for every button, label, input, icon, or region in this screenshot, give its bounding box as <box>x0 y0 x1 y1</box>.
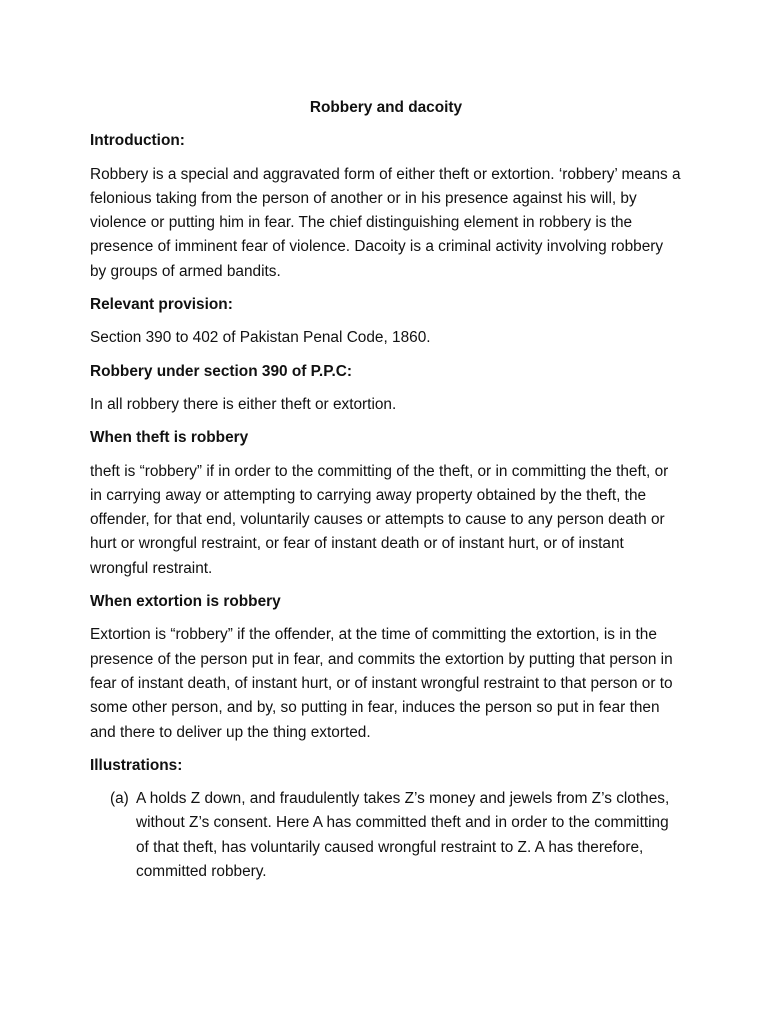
heading-when-extortion-is-robbery: When extortion is robbery <box>90 593 281 611</box>
document-title: Robbery and dacoity <box>309 99 463 116</box>
illustration-item <box>90 787 682 884</box>
document-page <box>90 96 682 884</box>
paragraph-relevant-provision: Section 390 to 402 of Pakistan Penal Code, 1860. <box>90 329 431 347</box>
heading-robbery-under-section-390: Robbery under section 390 of P.P.C: <box>90 362 352 380</box>
paragraph-introduction: Robbery is a special and aggravated form of either theft or extortion. ‘robbery’ means a felonious taking from the person of another or in his presence against his will, by violence or putting him in fear. The chief distinguishing element in robbery is the presence of imminent fear of violence. Dacoity is a criminal activity involving robbery by groups of armed bandits. <box>90 165 681 280</box>
paragraph-robbery-under-section-390: In all robbery there is either theft or extortion. <box>90 395 397 413</box>
paragraph-when-extortion-is-robbery: Extortion is “robbery” if the offender, at the time of committing the extortion, is in the presence of the person put in fear, and commits the extortion by putting that person in fear of instant death, of instant hurt, or of instant wrongful restraint to that person or to some other person, and by, so putting in fear, induces the person so put in fear then and there to deliver up the thing extorted. <box>90 626 673 741</box>
illustration-marker: (a) <box>110 790 129 808</box>
heading-illustrations: Illustrations: <box>90 756 183 774</box>
heading-relevant-provision: Relevant provision: <box>90 296 233 314</box>
heading-introduction: Introduction: <box>90 132 185 150</box>
illustration-text: A holds Z down, and fraudulently takes Z’s money and jewels from Z’s clothes, without Z’s consent. Here A has committed theft and in order to the committing of that theft, has voluntarily caused wrongful restraint to Z. A has therefore, committed robbery. <box>136 790 670 881</box>
paragraph-when-theft-is-robbery: theft is “robbery” if in order to the committing of the theft, or in committing the theft, or in carrying away or attempting to carrying away property obtained by the theft, the offender, for that end, voluntarily causes or attempts to cause to any person death or hurt or wrongful restraint, or fear of instant death or of instant hurt, or of instant wrongful restraint. <box>90 462 669 577</box>
heading-when-theft-is-robbery: When theft is robbery <box>90 429 249 447</box>
